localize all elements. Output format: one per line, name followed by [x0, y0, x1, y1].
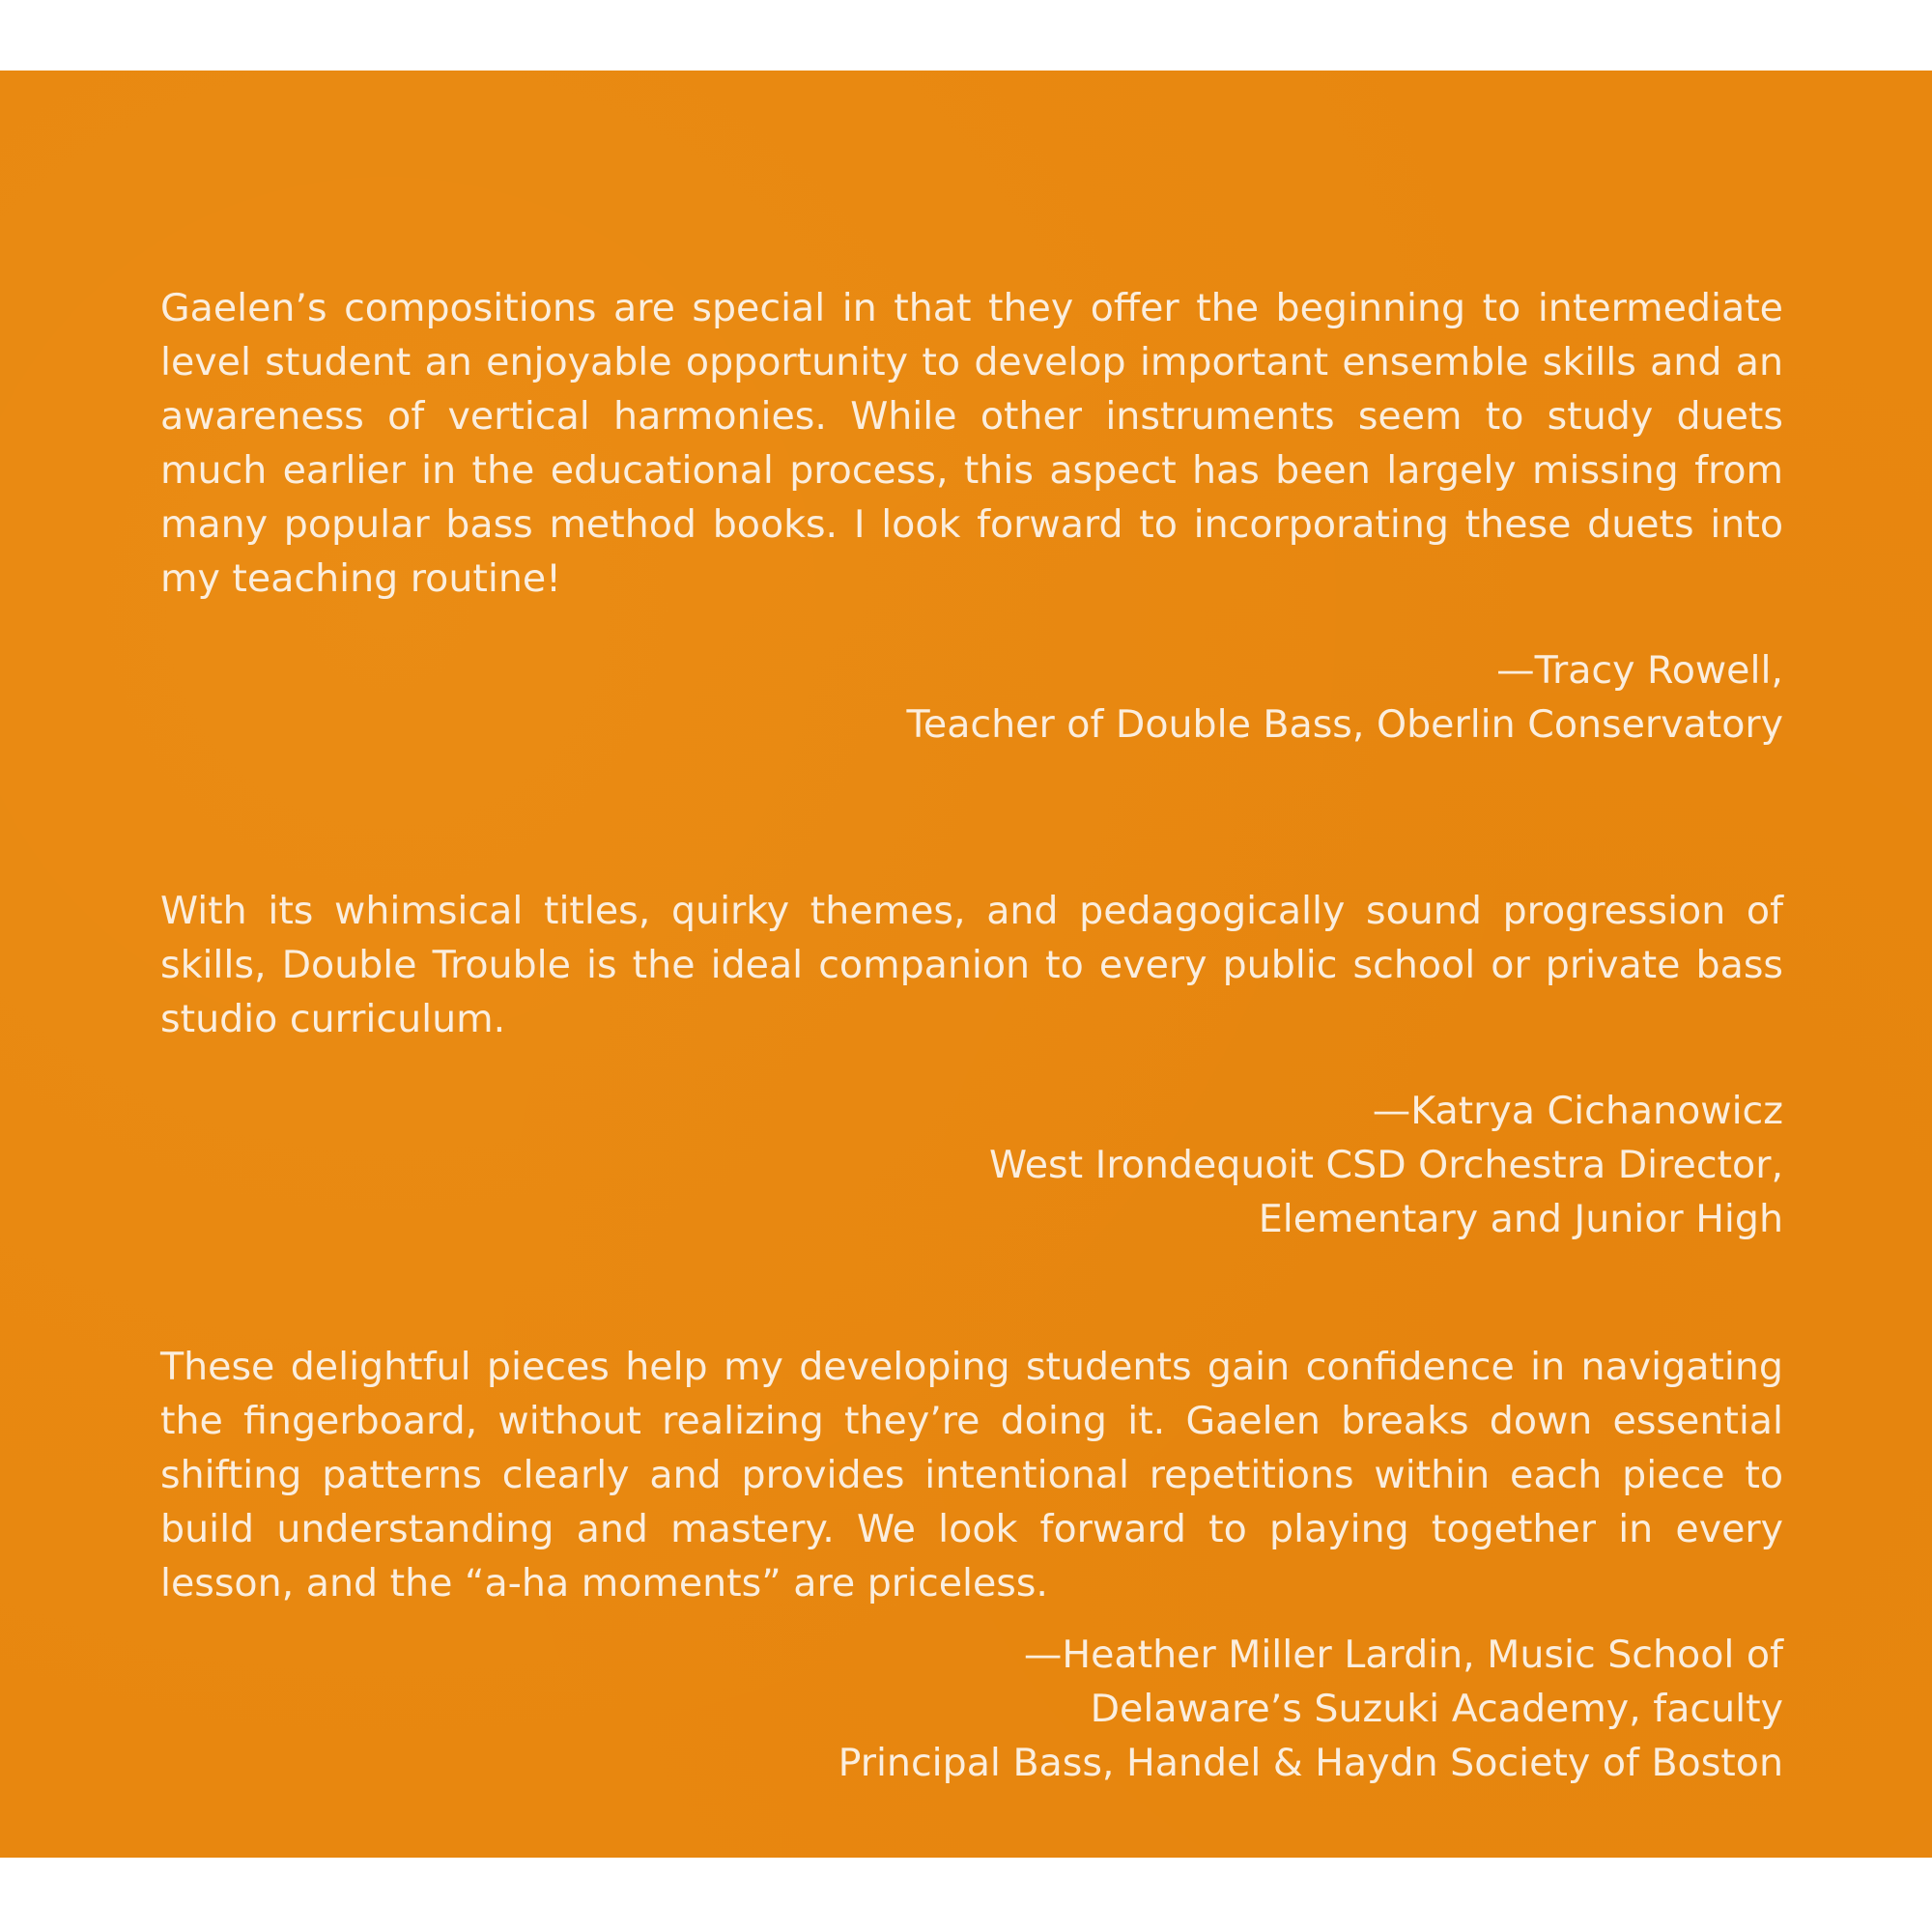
- testimonial-attribution-rowell: [160, 643, 1783, 752]
- testimonial-attribution-lardin: [160, 1628, 1783, 1790]
- attribution-line: Principal Bass, Handel & Haydn Society of Boston: [838, 1741, 1783, 1785]
- attribution-line: Delaware’s Suzuki Academy, faculty: [1090, 1687, 1783, 1731]
- testimonial-quote-rowell: Gaelen’s compositions are special in that they offer the beginning to intermediate level student an enjoyable opportunity to develop important ensemble skills and an awareness of vertical harmonies. While other instruments seem to study duets much earlier in the educational process, this aspect has been largely missing from many popular bass method books. I look forward to incorporating these duets into my teaching routine!: [160, 286, 1783, 601]
- testimonial-quote-lardin: These delightful pieces help my developing students gain confidence in navigating the fingerboard, without realizing they’re doing it. Gaelen breaks down essential shifting patterns clearly and provides intentional repetitions within each piece to build understanding and mastery. We look forward to playing together in every lesson, and the “a-ha moments” are priceless.: [160, 1345, 1783, 1605]
- back-cover-panel: [0, 71, 1932, 1858]
- attribution-line: —Heather Miller Lardin, Music School of: [1023, 1633, 1783, 1677]
- testimonial-attribution-cichanowicz: [160, 1084, 1783, 1246]
- attribution-line: —Katrya Cichanowicz: [1372, 1089, 1783, 1133]
- attribution-line: Elementary and Junior High: [1258, 1197, 1783, 1241]
- attribution-line: West Irondequoit CSD Orchestra Director,: [989, 1143, 1783, 1187]
- attribution-line: —Tracy Rowell,: [1496, 648, 1783, 693]
- attribution-line: Teacher of Double Bass, Oberlin Conservatory: [906, 702, 1783, 747]
- testimonial-quote-cichanowicz: With its whimsical titles, quirky themes, and pedagogically sound progression of skills, Double Trouble is the ideal companion to every public school or private bass studio curriculum.: [160, 889, 1783, 1041]
